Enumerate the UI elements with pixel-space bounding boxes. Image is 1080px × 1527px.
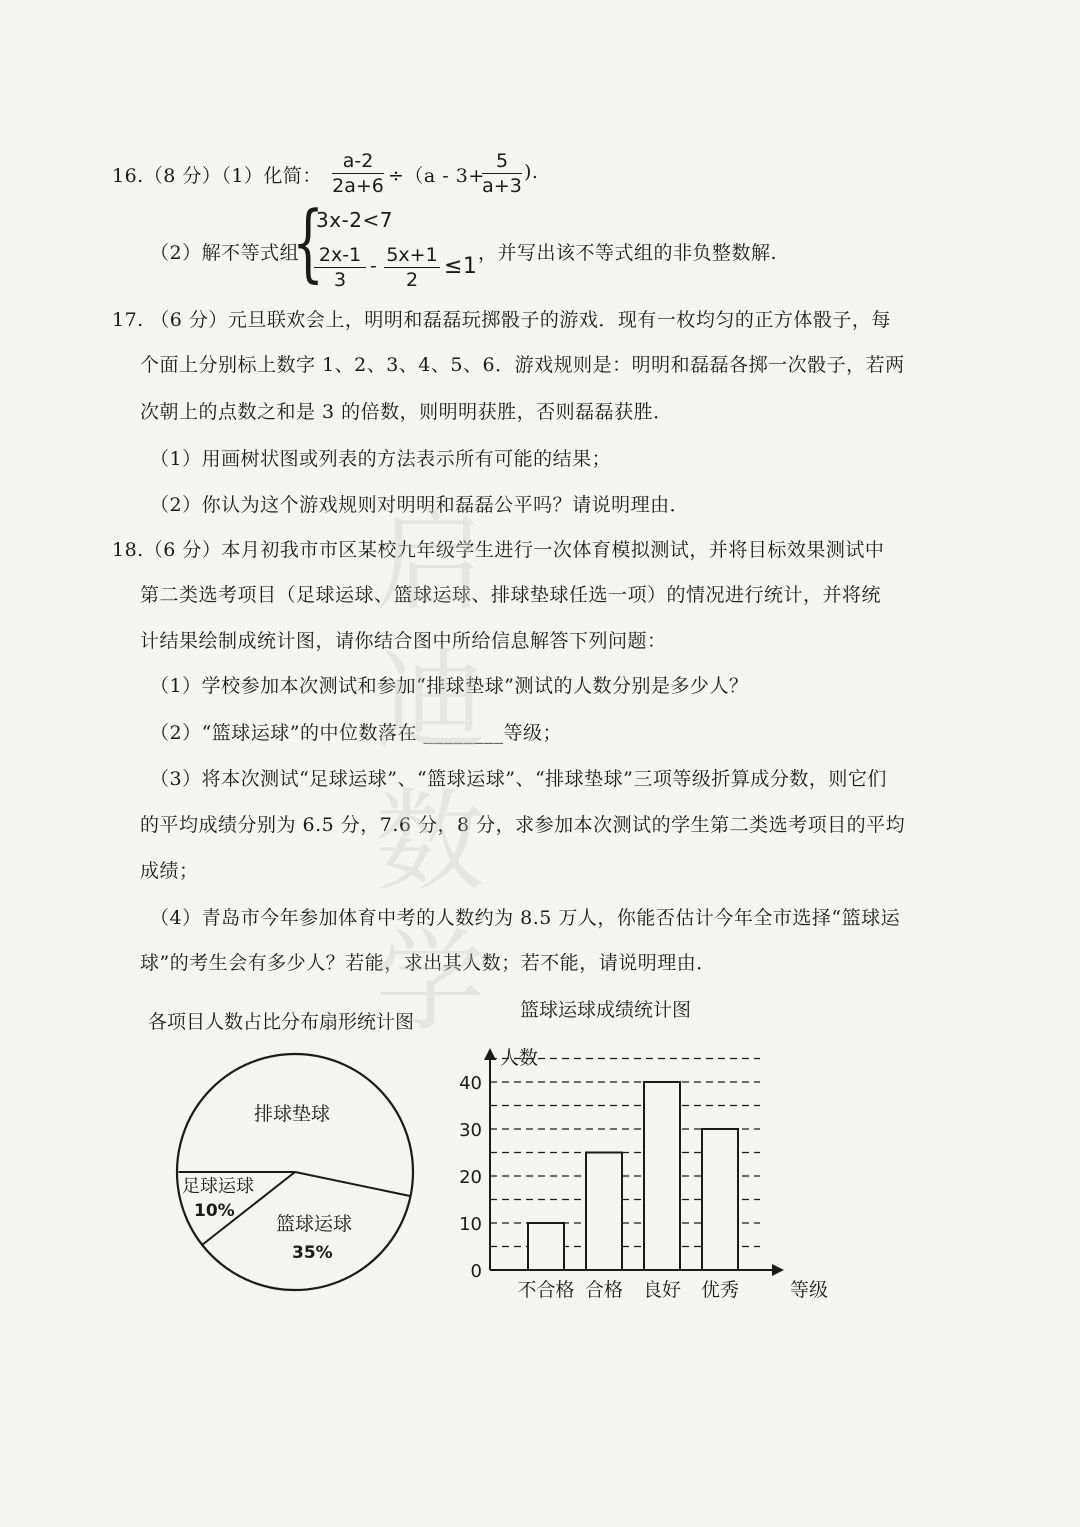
- y-tick-label: 10: [459, 1214, 482, 1235]
- q16-frac2-num: 5: [495, 150, 509, 172]
- watermark: [360, 500, 500, 1100]
- x-tick-label: 优秀: [700, 1279, 740, 1301]
- pie-pct-basketball: 35%: [292, 1243, 333, 1263]
- q17-line-1: 17. （6 分）元旦联欢会上，明明和磊磊玩掷骰子的游戏．现有一枚均匀的正方体骰子，每: [112, 309, 891, 331]
- q16-fraction-1: [332, 150, 384, 197]
- q18-sub-4a: （4）青岛市今年参加体育中考的人数约为 8.5 万人，你能否估计今年全市选择“篮球运: [150, 907, 901, 929]
- x-axis-arrow: [772, 1264, 784, 1276]
- q18-line-2: 第二类选考项目（足球运球、篮球运球、排球垫球任选一项）的情况进行统计，并将统: [140, 584, 882, 606]
- q16-part2-tail: ，并写出该不等式组的非负整数解.: [478, 242, 778, 264]
- q18-sub-3b: 的平均成绩分别为 6.5 分，7.6 分，8 分，求参加本次测试的学生第二类选考项目的平均: [140, 814, 906, 836]
- q17-sub-1: （1）用画树状图或列表的方法表示所有可能的结果；: [150, 448, 612, 470]
- q18-sub-1: （1）学校参加本次测试和参加“排球垫球”测试的人数分别是多少人？: [150, 675, 749, 697]
- pie-label-volleyball: 排球垫球: [254, 1103, 331, 1125]
- bar-优秀: [702, 1129, 738, 1270]
- q18-sub-3c: 成绩；: [140, 860, 199, 882]
- q16-tail: ).: [524, 161, 539, 183]
- y-tick-label: 40: [459, 1073, 482, 1094]
- ineq2-f1-den: 3: [333, 269, 347, 291]
- pie-label-football: 足球运球: [182, 1176, 254, 1197]
- bar-y-axis-label: 人数: [500, 1047, 539, 1069]
- y-tick-label: 0: [470, 1261, 482, 1282]
- bar-合格: [586, 1153, 622, 1271]
- pie-label-basketball: 篮球运球: [276, 1213, 353, 1235]
- bar-chart-title: 篮球运球成绩统计图: [520, 999, 692, 1021]
- bar-不合格: [528, 1223, 564, 1270]
- pie-title: 各项目人数占比分布扇形统计图: [148, 1011, 415, 1033]
- q17-line-3: 次朝上的点数之和是 3 的倍数，则明明获胜，否则磊磊获胜．: [140, 401, 673, 423]
- q16-fraction-2: [482, 150, 522, 197]
- q16-part2-head: （2）解不等式组: [150, 242, 300, 264]
- ineq2-fraction-1: [314, 244, 366, 291]
- pie-pct-football: 10%: [194, 1201, 235, 1221]
- x-tick-label: 良好: [642, 1279, 682, 1301]
- q17-sub-2: （2）你认为这个游戏规则对明明和磊磊公平吗？请说明理由．: [150, 494, 690, 516]
- q16-mid: ÷（a - 3+: [388, 165, 485, 187]
- ineq2-minus: -: [370, 255, 378, 277]
- q18-sub-4b: 球”的考生会有多少人？若能，求出其人数；若不能，请说明理由．: [140, 952, 716, 974]
- ineq2-f2-num: 5x+1: [386, 244, 438, 266]
- q16-head: 16.（8 分）（1）化简：: [112, 165, 322, 187]
- pie-divider-right: [295, 1172, 410, 1196]
- y-tick-label: 30: [459, 1120, 482, 1141]
- x-tick-label: 合格: [584, 1279, 624, 1301]
- bar-chart: [450, 990, 850, 1310]
- q16-frac1-num: a-2: [342, 150, 374, 172]
- q16-frac2-den: a+3: [482, 175, 522, 197]
- y-tick-label: 20: [459, 1167, 482, 1188]
- brace-symbol: {: [292, 193, 325, 291]
- bar-良好: [644, 1082, 680, 1270]
- bar-marks: [517, 1082, 739, 1301]
- ineq2-tail: ≤1: [444, 254, 478, 279]
- ineq2-f2-den: 2: [405, 269, 419, 291]
- q17-line-2: 个面上分别标上数字 1、2、3、4、5、6．游戏规则是：明明和磊磊各掷一次骰子，若两: [140, 354, 905, 376]
- q16-frac1-den: 2a+6: [332, 175, 384, 197]
- bar-x-axis-label: 等级: [790, 1279, 829, 1301]
- x-tick-label: 不合格: [517, 1279, 575, 1301]
- q18-sub-2: （2）“篮球运球”的中位数落在 ________等级；: [150, 722, 563, 744]
- q18-sub-3a: （3）将本次测试“足球运球”、“篮球运球”、“排球垫球”三项等级折算成分数，则它们: [150, 768, 887, 790]
- q18-line-3: 计结果绘制成统计图，请你结合图中所给信息解答下列问题：: [140, 630, 667, 652]
- inequality-1: 3x-2<7: [316, 208, 393, 232]
- q18-line-1: 18.（6 分）本月初我市市区某校九年级学生进行一次体育模拟测试，并将目标效果测试中: [112, 539, 885, 561]
- watermark-text: 启迪数学: [375, 500, 485, 1046]
- ineq2-fraction-2: [384, 244, 440, 291]
- ineq2-f1-num: 2x-1: [318, 244, 362, 266]
